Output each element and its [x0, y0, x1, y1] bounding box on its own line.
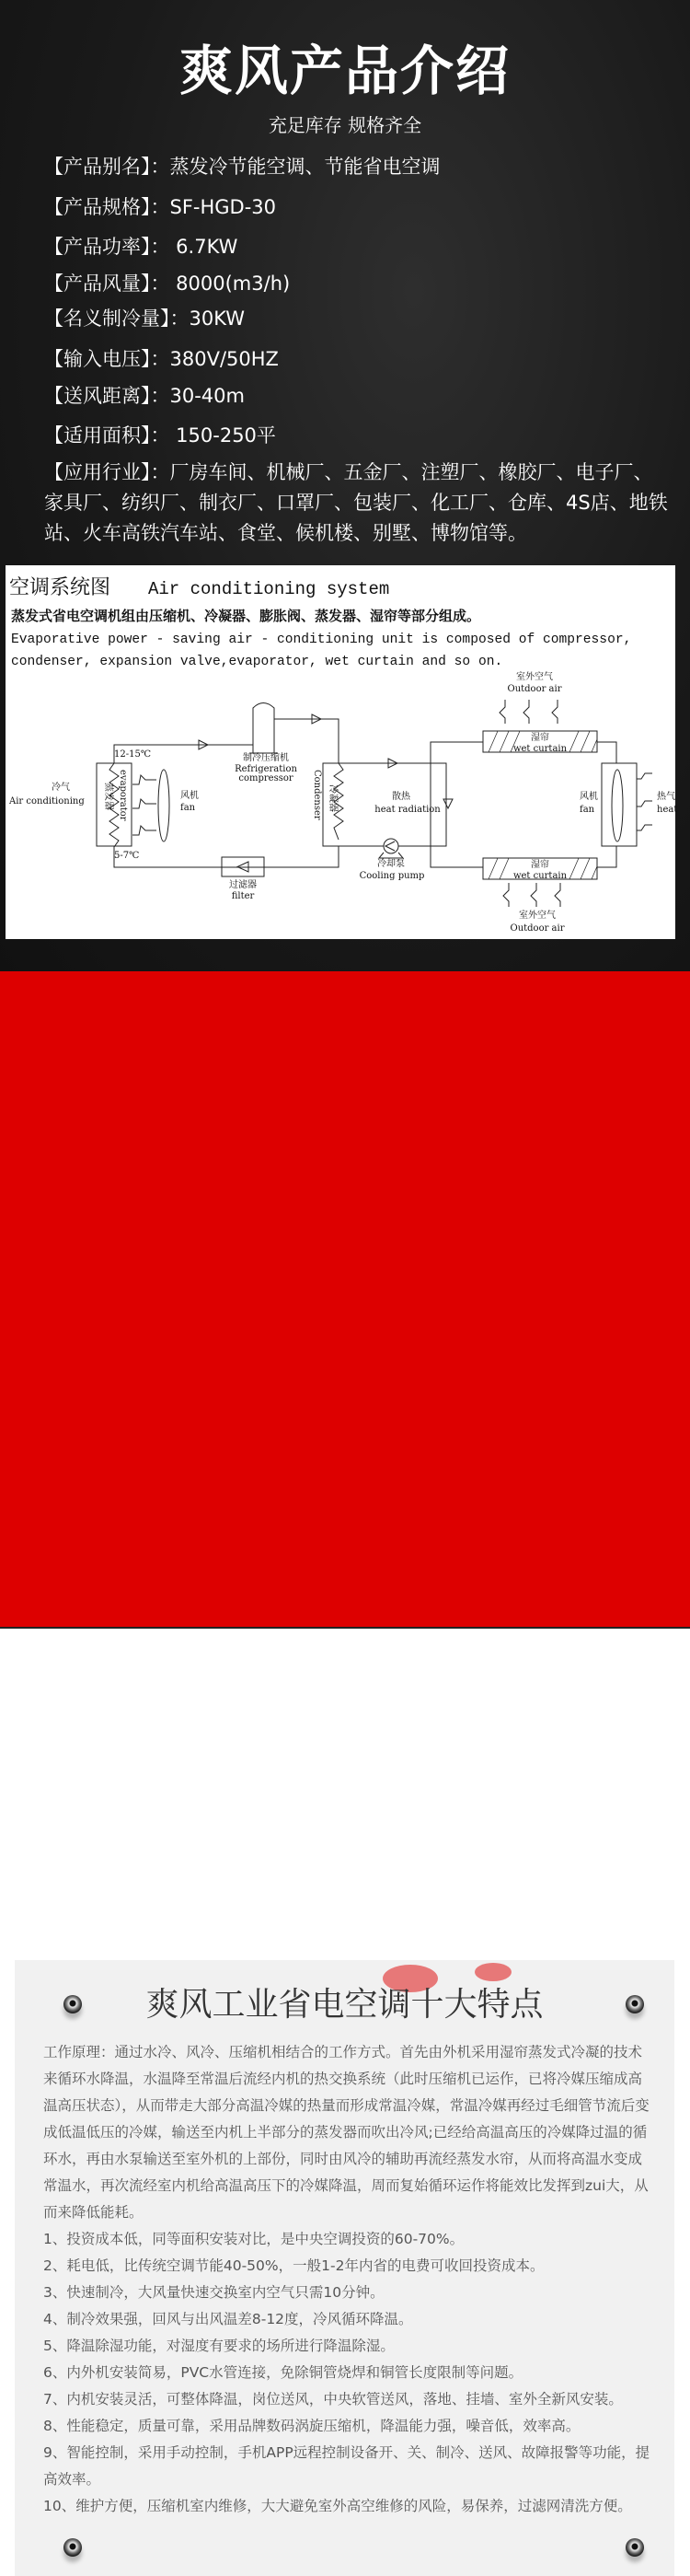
spec-cooling — [44, 304, 245, 331]
screw-icon — [626, 2538, 644, 2557]
flow-arrow-icons — [199, 714, 397, 768]
label-curtain-top: 湿帘 — [531, 733, 549, 743]
label-outdoor-fan-en: fan — [580, 805, 595, 815]
diagram-title-cn: 空调系统图 — [9, 576, 111, 599]
spec-label: 【产品规格】 — [44, 196, 151, 218]
label-compressor-en1: Refrigeration — [235, 764, 297, 774]
features-title: 爽风工业省电空调十大特点 — [145, 1986, 544, 2024]
label-outdoor-top: 室外空气 — [516, 672, 553, 682]
spec-voltage — [44, 344, 279, 372]
screw-icon — [63, 2538, 82, 2557]
label-heat-en: heat — [657, 805, 678, 815]
intro-section — [0, 0, 690, 971]
label-pump-en: Cooling pump — [359, 871, 425, 881]
label-condenser-en: Condenser — [312, 770, 322, 820]
label-heat: 热气 — [657, 792, 675, 802]
spec-value: ：蒸发冷节能空调、节能省电空调 — [150, 156, 441, 178]
label-fan: 风机 — [180, 791, 199, 801]
spec-alias — [44, 152, 441, 180]
working-principle: 工作原理：通过水冷、风冷、压缩机相结合的工作方式。首先由外机采用湿帘蒸发式冷凝的技术来循环水降温，水温降至常温后流经内机的热交换系统（此时压缩机已运作，已将冷媒压缩成高温高压状态），从而带走大部分高温冷媒的热量而形成常温冷媒，常温冷媒再经过毛细管节流后变成低温低压的冷媒，输送至内机上半部分的蒸发器而吹出冷风;已经给高温高压的冷媒降过温的循环水，再由水泵输送至室外机的上部份，同时由风冷的辅助再流经蒸发水帘，从而将高温水变成常温水，再次流经室内机给高温高压下的冷媒降温，周而复始循环运作将能效比发挥到zui大，从而来降低能耗。 — [43, 2044, 650, 2221]
spec-power — [44, 232, 237, 260]
feature-item: 3、快速制冷，大风量快速交换室内空气只需10分钟。 — [43, 2284, 385, 2301]
feature-item: 10、维护方便，压缩机室内维修，大大避免室外高空维修的风险，易保养，过滤网清洗方便。 — [43, 2498, 632, 2514]
spec-label: 【产品别名】 — [44, 156, 151, 178]
diagram-desc-en-2: condenser, expansion valve,evaporator, wet curtain and so on. — [11, 655, 503, 669]
diagram-desc-en-1: Evaporative power - saving air - conditioning unit is composed of compressor, — [11, 632, 632, 647]
spec-value: ：380V/50HZ — [150, 348, 279, 370]
label-outdoor-top-en: Outdoor air — [507, 684, 562, 694]
spec-value: ： 8000(m3/h) — [150, 273, 291, 295]
page-title: 爽风产品介绍 — [178, 40, 511, 102]
label-filter-en: filter — [231, 891, 255, 901]
label-evaporator: 蒸发器 — [103, 783, 113, 810]
label-cold-air: 冷气 — [52, 783, 70, 793]
spec-label: 【适用面积】 — [44, 424, 151, 447]
coil-icons — [109, 763, 343, 847]
fan-icon — [158, 770, 169, 841]
label-filter: 过滤器 — [229, 880, 257, 890]
label-temp-high: 12-15℃ — [114, 749, 152, 760]
spec-distance — [44, 381, 245, 409]
spec-label: 【产品风量】 — [44, 273, 151, 295]
label-evaporator-en: evaporator — [118, 770, 128, 821]
spec-label: 【输入电压】 — [44, 348, 151, 370]
pipe — [597, 742, 616, 763]
label-compressor-en2: compressor — [238, 773, 293, 783]
label-curtain-bottom: 湿帘 — [531, 860, 549, 870]
feature-item: 1、投资成本低，同等面积安装对比，是中央空调投资的60-70%。 — [43, 2231, 465, 2247]
feature-item: 8、性能稳定，质量可靠，采用品牌数码涡旋压缩机，降温能力强，噪音低，效率高。 — [43, 2418, 581, 2434]
feature-item: 4、制冷效果强，回风与出风温差8-12度，冷风循环降温。 — [43, 2311, 413, 2327]
divider — [0, 1627, 690, 1629]
feature-list — [43, 2226, 656, 2520]
label-outdoor-fan: 风机 — [580, 792, 598, 802]
label-outdoor-bottom-en: Outdoor air — [510, 923, 565, 934]
label-curtain-top-en: wet curtain — [512, 744, 568, 754]
spec-label: 【产品功率】 — [44, 236, 151, 258]
flow-arrow-icon — [443, 799, 453, 808]
label-fan-en: fan — [180, 803, 196, 813]
spec-value: ：30-40m — [150, 385, 245, 407]
features-text — [43, 2039, 656, 2520]
spec-value: ： 6.7KW — [150, 236, 238, 258]
label-heat-radiation: 散热 — [392, 792, 410, 802]
label-outdoor-bottom: 室外空气 — [519, 911, 556, 921]
heat-out-icons — [637, 773, 652, 830]
spec-area — [44, 421, 276, 448]
label-curtain-bottom-en: wet curtain — [512, 871, 568, 881]
ac-system-diagram — [6, 565, 678, 939]
spec-airflow — [44, 269, 290, 296]
fan-icon — [612, 770, 623, 841]
features-panel — [15, 1960, 674, 2576]
spec-label: 【送风距离】 — [44, 385, 151, 407]
spec-label: 【应用行业】 — [44, 461, 151, 483]
spec-industry — [44, 458, 670, 549]
label-heat-radiation-en: heat radiation — [374, 805, 441, 815]
label-condenser: 冷凝器 — [328, 784, 338, 812]
feature-item: 7、内机安装灵活，可整体降温，岗位送风，中央软管送风，落地、挂墙、室外全新风安装。 — [43, 2391, 623, 2408]
label-compressor: 制冷压缩机 — [243, 753, 289, 763]
feature-item: 9、智能控制，采用手动控制，手机APP远程控制设备开、关、制冷、送风、故障报警等功能，提高效率。 — [43, 2444, 650, 2488]
compressor-icon — [249, 703, 278, 754]
page-subtitle: 充足库存 规格齐全 — [268, 114, 422, 136]
spec-value: ：厂房车间、机械厂、五金厂、注塑厂、橡胶厂、电子厂、家具厂、纺织厂、制衣厂、口罩厂、包装厂、化工厂、仓库、4S店、地铁站、火车高铁汽车站、食堂、候机楼、别墅、博物馆等。 — [44, 461, 668, 544]
features-section — [0, 971, 690, 2514]
label-temp-low: 5-7℃ — [114, 851, 140, 861]
diagram-title-en: Air conditioning system — [148, 579, 390, 599]
airflow-icons — [132, 775, 156, 835]
spec-value: ： 150-250平 — [150, 424, 276, 447]
feature-item: 6、内外机安装简易，PVC水管连接，免除铜管烧焊和铜管长度限制等问题。 — [43, 2364, 523, 2381]
spec-value: ：30KW — [169, 307, 246, 330]
label-cold-air-en: Air conditioning — [9, 796, 85, 806]
spec-value: ：SF-HGD-30 — [150, 196, 277, 218]
feature-item: 5、降温除湿功能，对湿度有要求的场所进行降温除湿。 — [43, 2338, 395, 2354]
diagram-desc-cn: 蒸发式省电空调机组由压缩机、冷凝器、膨胀阀、蒸发器、湿帘等部分组成。 — [11, 608, 481, 624]
spec-model — [44, 192, 276, 220]
pipe — [597, 846, 616, 867]
outdoor-fan-unit — [602, 763, 637, 846]
spec-label: 【名义制冷量】 — [44, 307, 170, 330]
feature-item: 2、耗电低，比传统空调节能40-50%，一般1-2年内省的电费可收回投资成本。 — [43, 2257, 545, 2274]
label-pump: 冷却泵 — [377, 859, 405, 869]
